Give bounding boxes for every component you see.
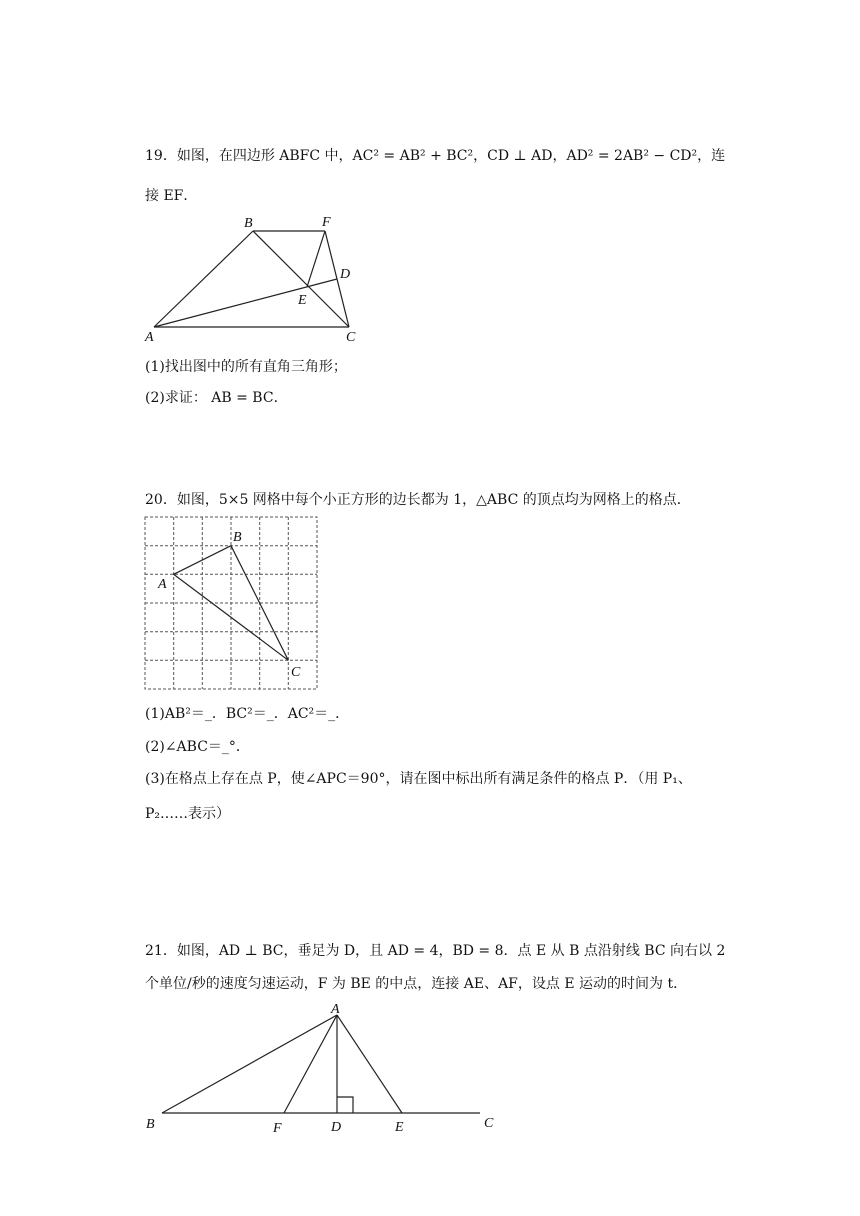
q19-text-line2: 接 EF． — [145, 188, 198, 204]
label-A: A — [145, 330, 154, 345]
label-B: B — [233, 530, 242, 545]
label-A: A — [158, 577, 167, 592]
label-C: C — [291, 665, 301, 680]
label-D: D — [331, 1120, 342, 1135]
label-E: E — [298, 293, 307, 308]
q21-figure — [140, 998, 510, 1138]
q19-part1: (1)找出图中的所有直角三角形； — [145, 359, 347, 375]
q21-text-line2: 个单位/秒的速度匀速运动，F 为 BE 的中点，连接 AE、AF，设点 E 运动的时间为 t． — [145, 976, 688, 992]
label-E: E — [395, 1120, 404, 1135]
label-F: F — [273, 1121, 282, 1136]
q19-text-line1: 19．如图，在四边形 ABFC 中，AC² = AB² + BC²，CD ⊥ AD，AD² = 2AB² − CD²，连 — [145, 148, 726, 164]
label-B: B — [244, 216, 253, 231]
segment-AB — [154, 231, 253, 327]
label-B: B — [146, 1117, 155, 1132]
q20-grid-figure — [140, 512, 325, 697]
q20-part1: (1)AB²＝_．BC²＝_．AC²＝_． — [145, 706, 350, 722]
label-F: F — [322, 215, 331, 230]
q20-part3-line2: P₂……表示） — [145, 806, 231, 822]
q20-text-line1: 20．如图，5×5 网格中每个小正方形的边长都为 1，△ABC 的顶点均为网格上的格点． — [145, 492, 691, 508]
q19-part2: (2)求证： AB = BC． — [145, 390, 288, 406]
label-C: C — [346, 330, 356, 345]
segment-BC — [253, 231, 349, 327]
q20-part3-line1: (3)在格点上存在点 P，使∠APC＝90°，请在图中标出所有满足条件的格点 P．（用 P₁、 — [145, 771, 692, 787]
label-A: A — [331, 1002, 340, 1017]
q20-part2: (2)∠ABC＝_°． — [145, 739, 250, 755]
q19-figure — [140, 210, 370, 350]
segment-EF — [307, 231, 325, 287]
right-angle-mark — [337, 1097, 353, 1113]
segment-AE — [337, 1015, 402, 1113]
segment-AD — [154, 279, 337, 327]
label-D: D — [340, 267, 351, 282]
label-C: C — [484, 1116, 494, 1131]
q21-text-line1: 21．如图，AD ⊥ BC，垂足为 D，且 AD = 4，BD = 8．点 E 从 B 点沿射线 BC 向右以 2 — [145, 943, 726, 959]
